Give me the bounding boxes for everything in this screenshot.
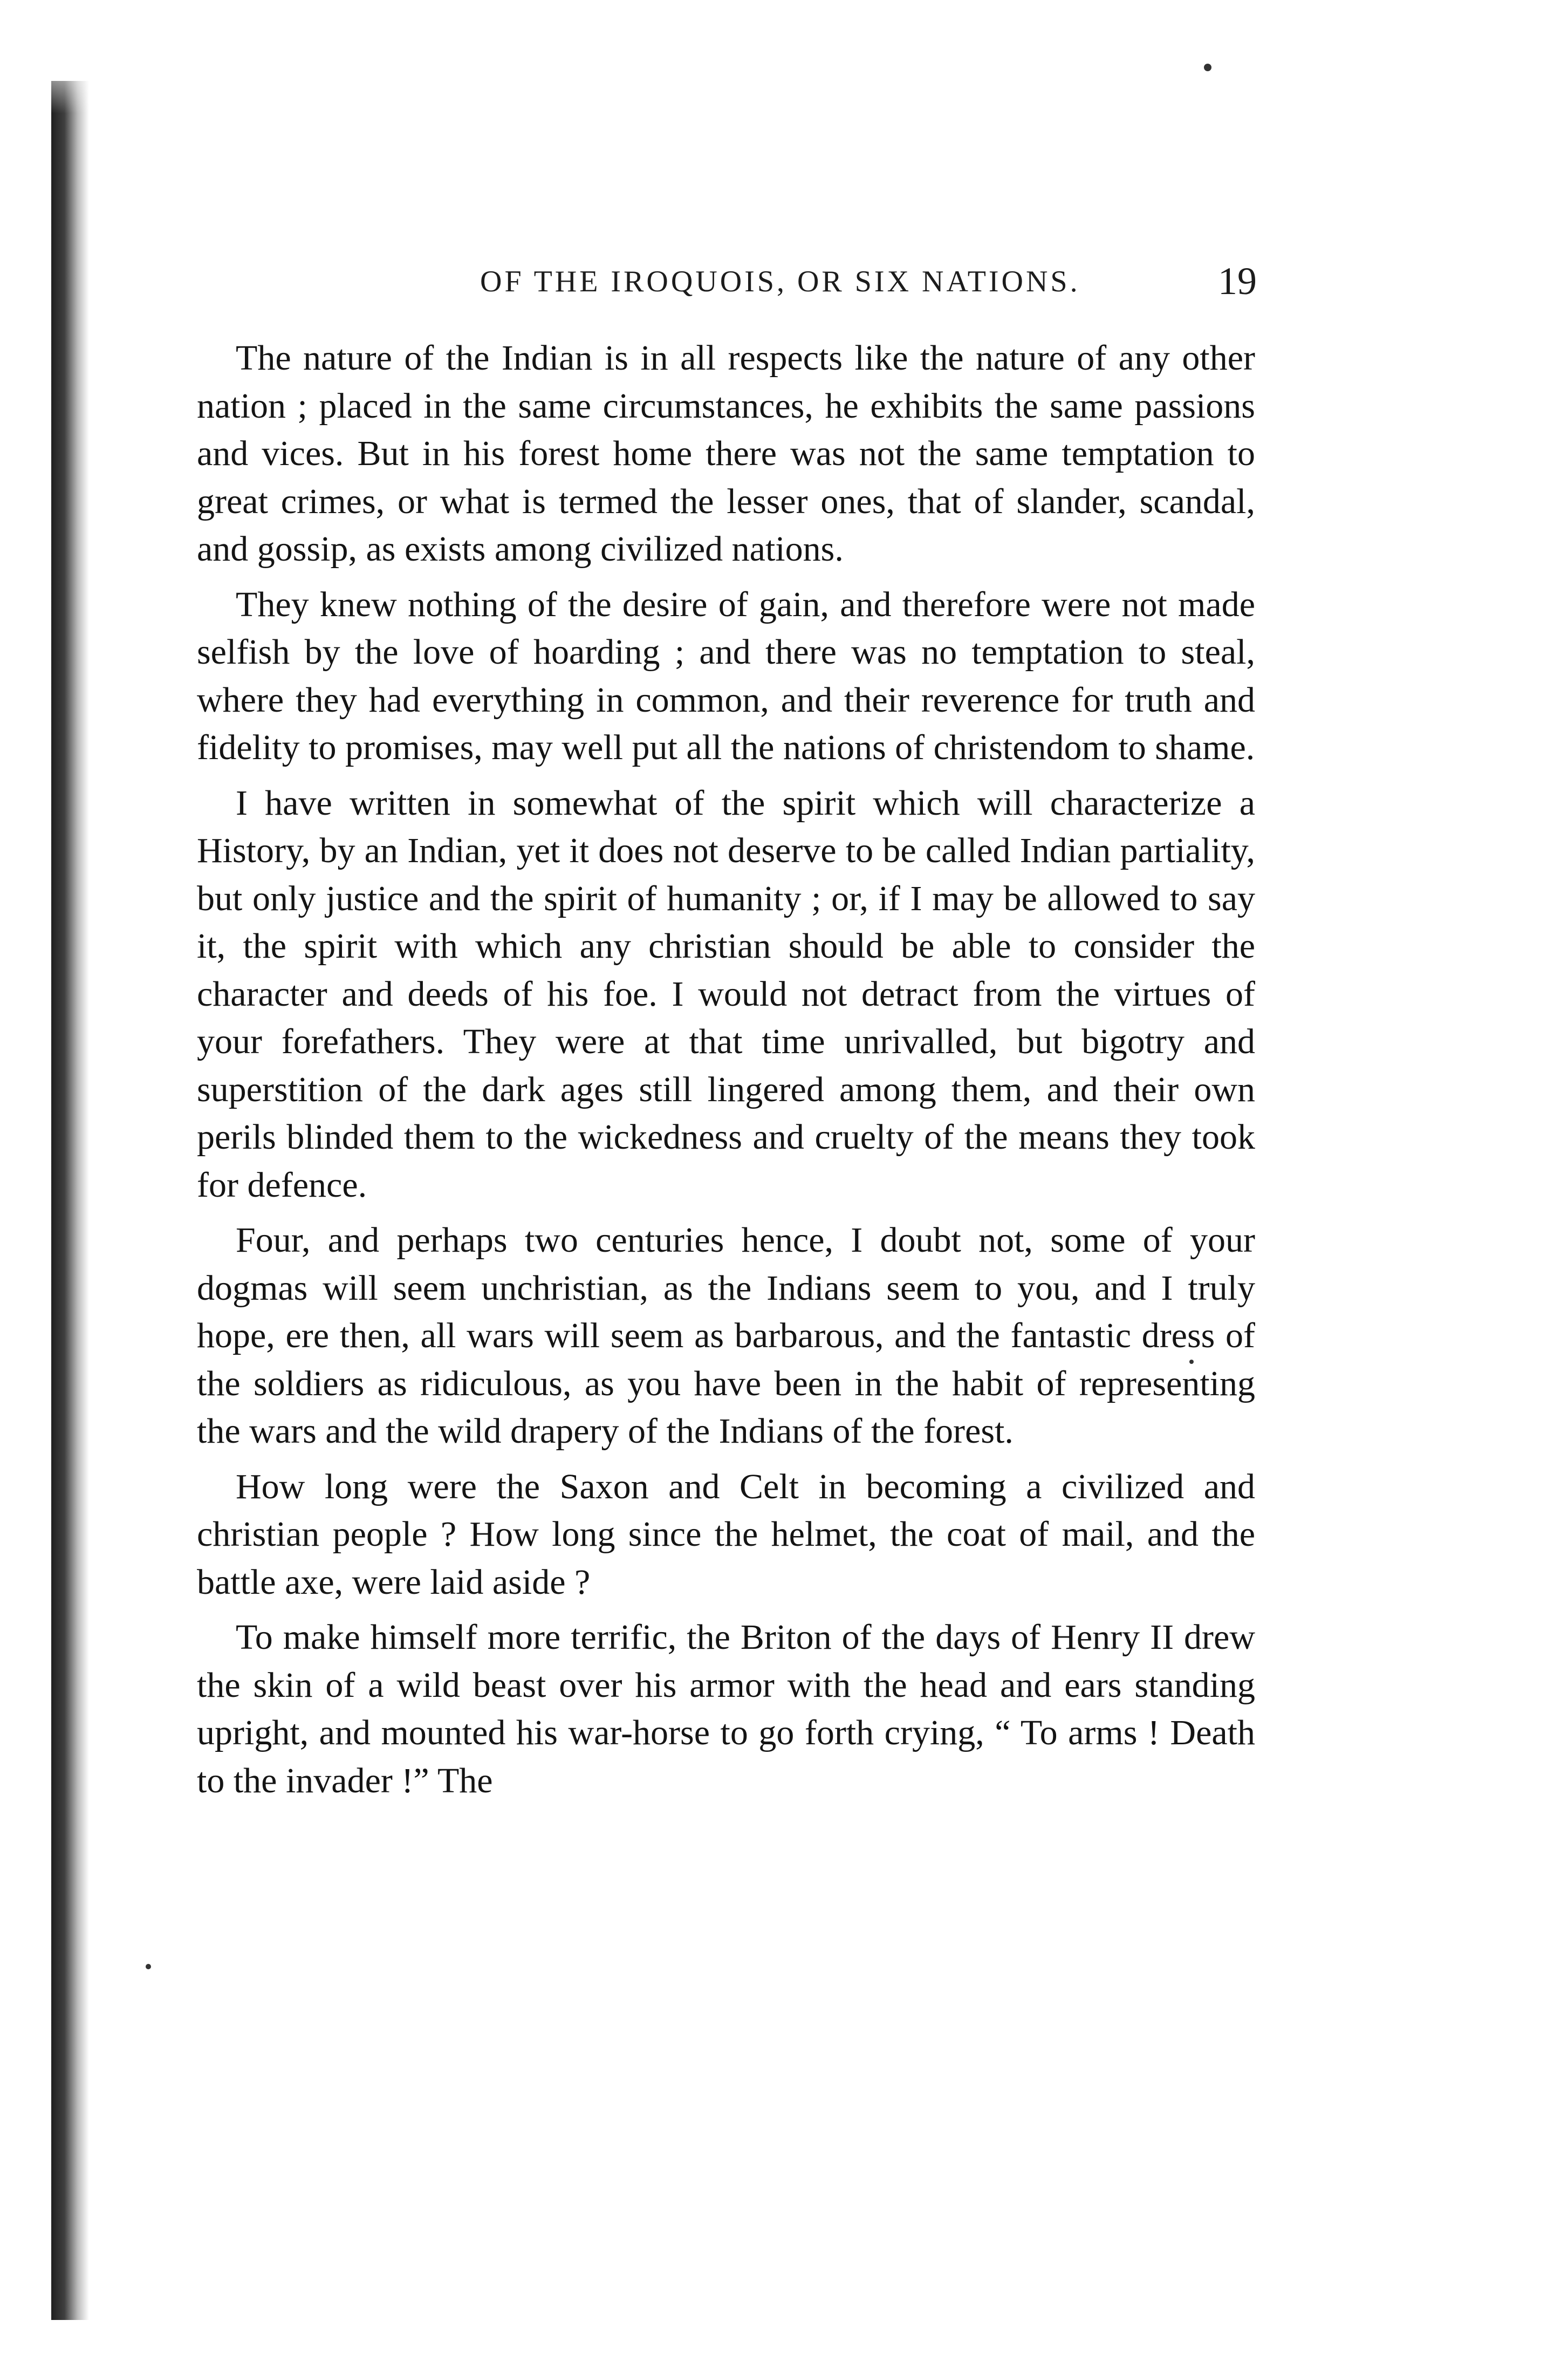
page-header	[200, 259, 1257, 318]
paragraph: How long were the Saxon and Celt in becoming a civilized and christian people ? How long since the helmet, the coat of mail, and the battle axe, were laid aside ?	[197, 1466, 1255, 1602]
paragraph: Four, and perhaps two centuries hence, I doubt not, some of your dogmas will seem unchristian, as the Indians seem to you, and I truly hope, ere then, all wars will seem as barbarous, and the fantastic dress of the soldiers as ridiculous, as you have been in the habit of representing the wars and the wild drapery of the Indians of the forest.	[197, 1220, 1255, 1451]
paragraph: I have written in somewhat of the spirit which will characterize a History, by an Indian, yet it does not deserve to be called Indian partiality, but only justice and the spirit of humanity ; or, if I may be allowed to say it, the spirit with which any christian should be able to consider the character and deeds of his foe. I would not detract from the virtues of your forefathers. They were at that time unrivalled, but bigotry and superstition of the dark ages still lingered among them, and their own perils blinded them to the wickedness and cruelty of the means they took for defence.	[197, 783, 1255, 1205]
scan-speck	[1204, 64, 1211, 71]
paragraph: The nature of the Indian is in all respects like the nature of any other nation ; placed in the same circumstances, he exhibits the same passions and vices. But in his forest home there was not the same temptation to great crimes, or what is termed the lesser ones, that of slander, scandal, and gossip, as exists among civilized nations.	[197, 338, 1255, 569]
scan-speck	[146, 1964, 151, 1969]
paragraph: They knew nothing of the desire of gain, and therefore were not made selfish by the love of hoarding ; and there was no temptation to steal, where they had everything in common, and their reverence for truth and fidelity to promises, may well put all the nations of christendom to shame.	[197, 584, 1255, 767]
binding-shadow-fade	[51, 49, 89, 113]
paragraph: To make himself more terrific, the Briton of the days of Henry II drew the skin of a wild beast over his armor with the head and ears standing upright, and mounted his war-horse to go forth crying, “ To arms ! Death to the invader !” The	[197, 1618, 1255, 1800]
page-number: 19	[1218, 260, 1257, 303]
binding-shadow	[51, 81, 89, 2320]
body-text	[197, 335, 1255, 1812]
running-title: OF THE IROQUOIS, OR SIX NATIONS.	[480, 265, 1080, 298]
